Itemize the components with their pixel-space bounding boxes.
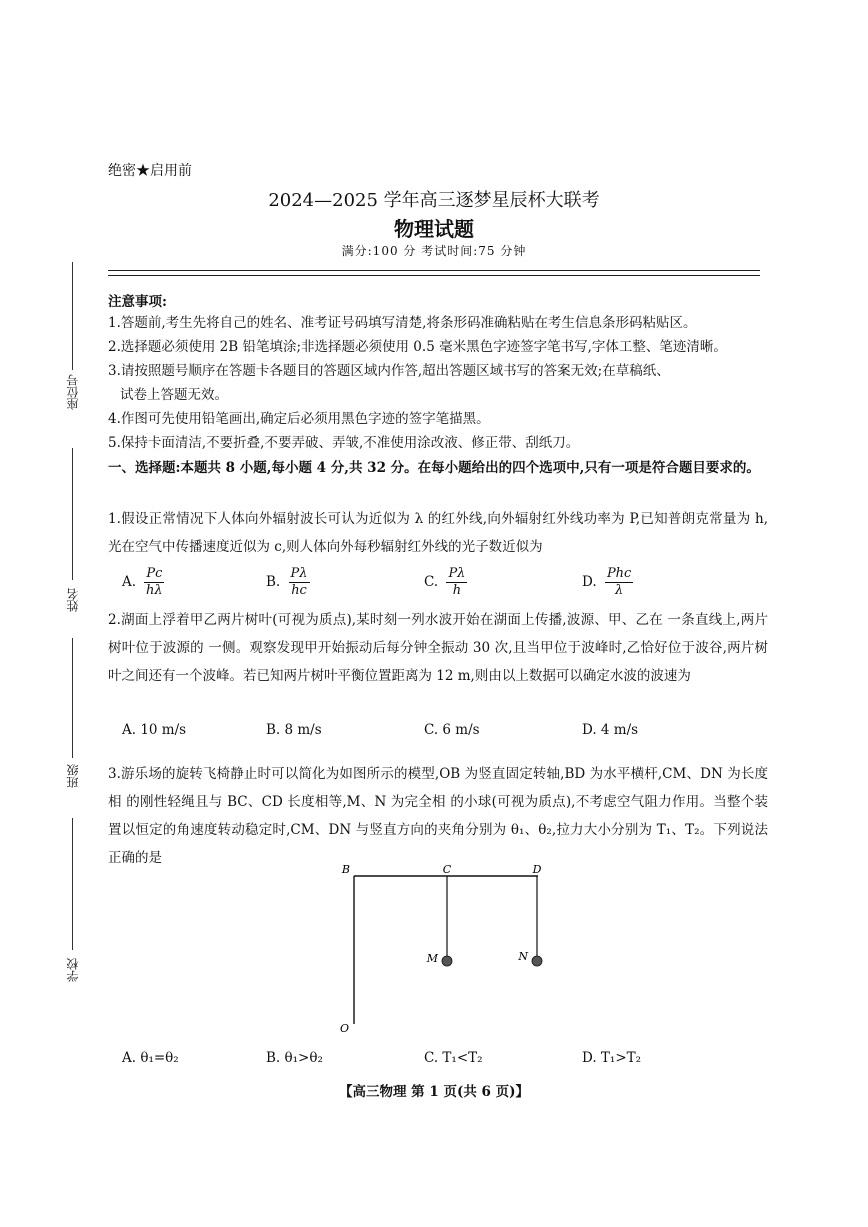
note-item: 2.选择题必须使用 2B 铅笔填涂;非选择题必须使用 0.5 毫米黑色字迹签字笔书写,字体工整、笔迹清晰。 (108, 339, 727, 355)
q3-option-d: D. T₁>T₂ (582, 1050, 642, 1066)
note-item: 1.答题前,考生先将自己的姓名、准考证号码填写清楚,将条形码准确粘贴在考生信息条形码粘贴区。 (108, 315, 697, 331)
subject-title: 物理试题 (394, 217, 474, 241)
fraction (289, 566, 310, 599)
confidential-mark: 绝密★启用前 (108, 163, 192, 179)
numerator: Phc (606, 566, 632, 581)
school-label: 学校 (66, 958, 80, 982)
header-rule-thin (108, 275, 760, 276)
q1-option-b (266, 566, 310, 599)
question-1-text: 1.假设正常情况下人体向外辐射波长可认为近似为 λ 的红外线,向外辐射红外线功率为 P,已知普朗克常量为 h,光在空气中传播速度近似为 c,则人体向外每秒辐射红外线的光子数近似为 (108, 511, 768, 555)
q3-option-b: B. θ₁>θ₂ (266, 1050, 323, 1066)
label-b: B (341, 863, 350, 876)
denominator: λ (615, 583, 624, 598)
numerator: Pc (146, 566, 163, 581)
seat-label: 座位号 (66, 374, 80, 410)
label-d: D (532, 863, 542, 876)
label-m: M (426, 952, 438, 965)
q2-option-d: D. 4 m/s (582, 722, 639, 738)
q3-option-a: A. θ₁=θ₂ (122, 1050, 179, 1066)
denominator: h (452, 583, 462, 598)
exam-meta: 满分:100 分 考试时间:75 分钟 (341, 244, 527, 258)
note-item: 试卷上答题无效。 (120, 387, 228, 403)
option-label: B. (266, 574, 281, 590)
option-label: D. (582, 574, 597, 590)
label-c: C (442, 863, 452, 876)
note-item: 5.保持卡面清洁,不要折叠,不要弄破、弄皱,不准使用涂改液、修正带、刮纸刀。 (108, 435, 580, 451)
option-label: A. (122, 574, 137, 590)
fraction (605, 566, 633, 599)
note-item: 3.请按照题号顺序在答题卡各题目的答题区域内作答,超出答题区域书写的答案无效;在草稿纸、 (108, 363, 670, 379)
sidebar-line (72, 448, 73, 580)
q2-option-a: A. 10 m/s (122, 722, 187, 738)
note-item: 4.作图可先使用铅笔画出,确定后必须用黑色字迹的签字笔描黑。 (108, 411, 490, 427)
fraction (144, 566, 164, 599)
sidebar-line (72, 818, 73, 950)
ball-n (532, 956, 542, 966)
question-3-text: 3.游乐场的旋转飞椅静止时可以简化为如图所示的模型,OB 为竖直固定转轴,BD 为水平横杆,CM、DN 为长度相 的刚性轻绳且与 BC、CD 长度相等,M、N 为完全相 的小球(可视为质点),不考虑空气阻力作用。当整个装置以恒定的角速度转动稳定时,CM、DN 与竖直方向的夹角分别为 θ₁、θ₂,拉力大小分别为 T₁、T₂。下列说法正确的是 (108, 766, 768, 866)
q3-option-c: C. T₁<T₂ (424, 1050, 483, 1066)
denominator: hλ (146, 583, 163, 598)
class-label: 班级 (66, 764, 80, 788)
sidebar-line (72, 638, 73, 758)
option-label: C. (424, 574, 439, 590)
name-label: 姓名 (66, 588, 80, 612)
header-rule-thick (108, 270, 760, 271)
sidebar-line (72, 262, 73, 370)
numerator: Pλ (290, 566, 308, 581)
page-footer: 【高三物理 第 1 页(共 6 页)】 (338, 1084, 530, 1100)
ball-m (442, 956, 452, 966)
notes-title: 注意事项: (108, 294, 167, 310)
section-heading: 一、选择题:本题共 8 小题,每小题 4 分,共 32 分。在每小题给出的四个选项中,只有一项是符合题目要求的。 (108, 460, 760, 476)
label-o: O (339, 1022, 349, 1035)
rotating-chair-diagram (330, 858, 560, 1038)
question-2-text: 2.湖面上浮着甲乙两片树叶(可视为质点),某时刻一列水波开始在湖面上传播,波源、甲、乙在 一条直线上,两片树叶位于波源的 一侧。观察发现甲开始振动后每分钟全振动 30 次,且当甲位于波峰时,乙恰好位于波谷,两片树叶之间还有一个波峰。若已知两片树叶平衡位置距离为 12 m,则由以上数据可以确定水波的波速为 (108, 612, 768, 684)
fraction (446, 566, 467, 599)
exam-title: 2024—2025 学年高三逐梦星辰杯大联考 (268, 190, 600, 211)
denominator: hc (291, 583, 307, 598)
q2-option-b: B. 8 m/s (266, 722, 322, 738)
q2-option-c: C. 6 m/s (424, 722, 480, 738)
label-n: N (518, 950, 528, 963)
numerator: Pλ (448, 566, 466, 581)
q1-option-d (582, 566, 633, 599)
q1-option-a (122, 566, 164, 599)
q1-option-c (424, 566, 467, 599)
